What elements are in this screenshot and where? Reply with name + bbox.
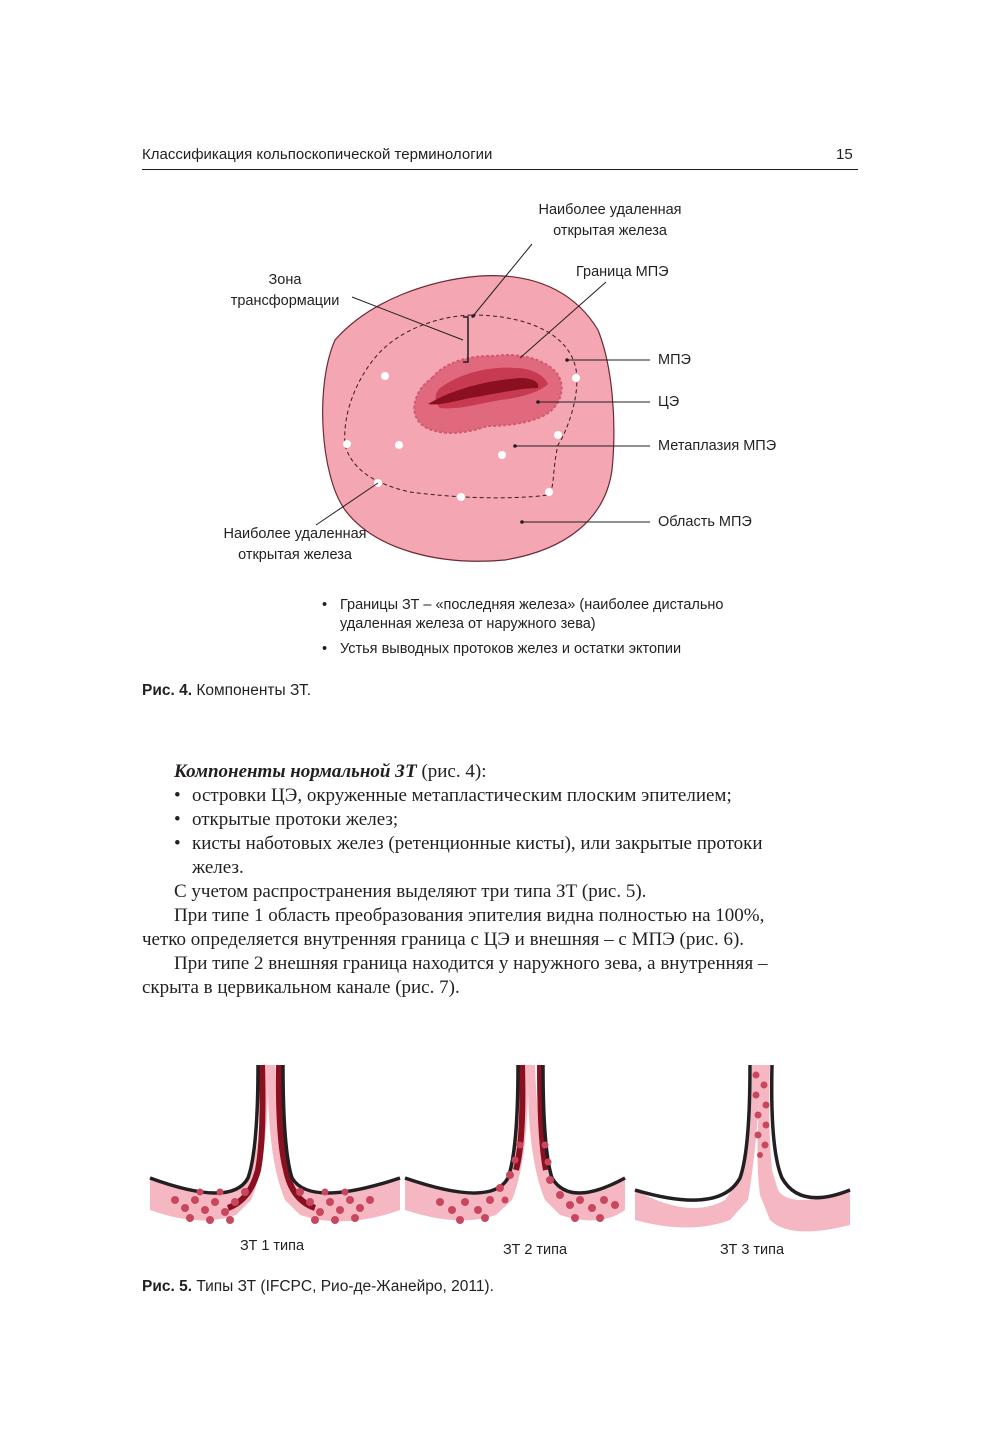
figure4-bullet-item: • Устья выводных протоков желез и остатки эктопии [322, 641, 682, 657]
body-text [142, 760, 858, 1000]
gland-dot [343, 440, 351, 448]
tz-type3-panel [635, 1065, 850, 1231]
figure4-bullet-item: • Границы ЗТ – «последняя железа» (наиболее дистально удаленная железа от наружного зева) [322, 597, 724, 632]
gland-dot [554, 431, 562, 439]
figure5-diagram [0, 1050, 1000, 1240]
tz-type2-panel [405, 1065, 625, 1224]
paragraph: При типе 2 внешняя граница находится у наружного зева, а внутренняя – скрыта в цервикальном канале (рис. 7). [142, 953, 768, 998]
tz-type3-label: ЗТ 3 типа [720, 1242, 785, 1258]
running-header-title: Классификация кольпоскопической терминологии [142, 146, 493, 163]
tz-type1-panel [150, 1065, 400, 1224]
figure4-diagram [0, 0, 1000, 700]
figure5-caption: Рис. 5. Типы ЗТ (IFCPC, Рио-де-Жанейро, 2011). [142, 1278, 494, 1295]
paragraph: С учетом распространения выделяют три типа ЗТ (рис. 5). [174, 881, 647, 902]
list-item: • островки ЦЭ, окруженные метапластическим плоским эпителием; [174, 785, 732, 806]
label-ce: ЦЭ [658, 394, 680, 410]
page-number: 15 [836, 146, 853, 163]
label-most-distant-gland-bottom: Наиболее удаленная открытая железа [223, 526, 367, 563]
label-transformation-zone: Зона трансформации [230, 272, 340, 309]
label-mpe-border: Граница МПЭ [576, 264, 669, 280]
gland-dot [498, 451, 506, 459]
list-item: • открытые протоки желез; [174, 809, 399, 830]
tz-type1-label: ЗТ 1 типа [240, 1238, 305, 1254]
gland-dot [395, 441, 403, 449]
figure4-bullets [322, 596, 724, 665]
list-item: • кисты наботовых желез (ретенционные кисты), или закрытые протоки желез. [174, 833, 763, 878]
paragraph: При типе 1 область преобразования эпителия видна полностью на 100%, четко определяется внутренняя граница с ЦЭ и внешняя – с МПЭ (рис. 6). [142, 905, 765, 950]
label-mpe-area: Область МПЭ [658, 514, 752, 530]
label-most-distant-gland-top: Наиболее удаленная открытая железа [538, 202, 682, 239]
gland-dot [545, 488, 553, 496]
label-mpe: МПЭ [658, 352, 691, 368]
gland-dot [457, 493, 465, 501]
tz-type2-label: ЗТ 2 типа [503, 1242, 568, 1258]
figure4-caption: Рис. 4. Компоненты ЗТ. [142, 682, 312, 699]
label-metaplasia: Метаплазия МПЭ [658, 438, 777, 454]
gland-dot [572, 374, 580, 382]
gland-dot [381, 372, 389, 380]
components-heading: Компоненты нормальной ЗТ (рис. 4): [174, 761, 487, 782]
